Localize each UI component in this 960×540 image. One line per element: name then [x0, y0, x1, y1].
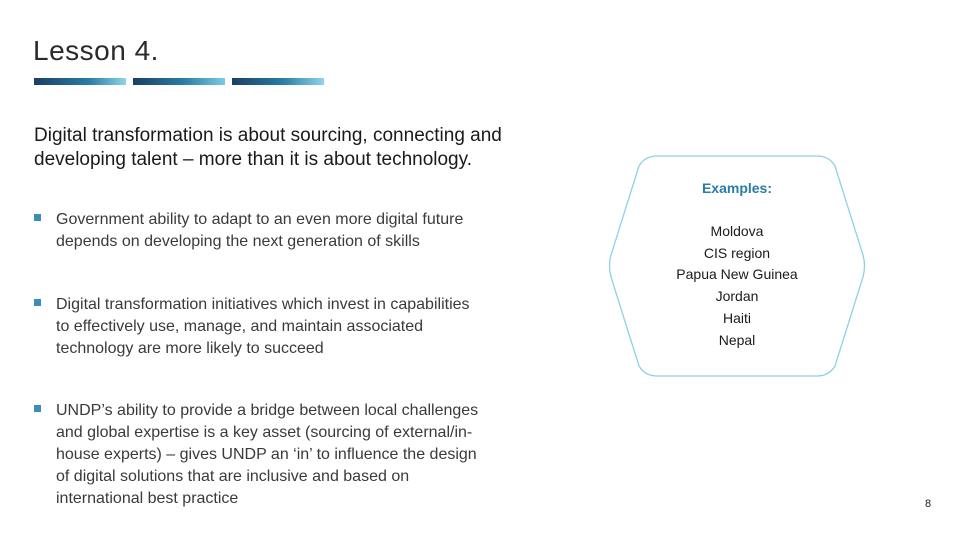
bullet-text: Government ability to adapt to an even more digital future depends on developing the next generation of skills [56, 211, 464, 250]
example-item: Haiti [722, 309, 751, 326]
accent-bar [133, 78, 225, 85]
bullet-text: Digital transformation initiatives which invest in capabilities to effectively use, manage, and maintain associated technology are more likely to succeed [56, 296, 470, 357]
examples-list [607, 221, 867, 351]
slide-title: Lesson 4. [33, 35, 159, 66]
title-accent-bars [34, 78, 326, 85]
example-item: Jordan [715, 288, 759, 305]
bullet-text: UNDP’s ability to provide a bridge between local challenges and global expertise is a key asset (sourcing of external/in- house experts) – gives UNDP an ‘in’ to influence the design of digital solutions that are inclusive and based on international best practice [56, 402, 479, 507]
square-bullet-icon [34, 299, 41, 306]
accent-bar [232, 78, 324, 85]
accent-bar [34, 78, 126, 85]
square-bullet-icon [34, 405, 41, 412]
examples-heading: Examples: [701, 180, 773, 196]
example-item: Nepal [718, 331, 756, 348]
square-bullet-icon [34, 214, 41, 221]
example-item: CIS region [703, 244, 771, 261]
slide-subtitle: Digital transformation is about sourcing, connecting and developing talent – more than it is about technology. [34, 125, 502, 170]
example-item: Moldova [710, 223, 764, 239]
page-number: 8 [924, 498, 932, 510]
example-item: Papua New Guinea [676, 266, 798, 283]
